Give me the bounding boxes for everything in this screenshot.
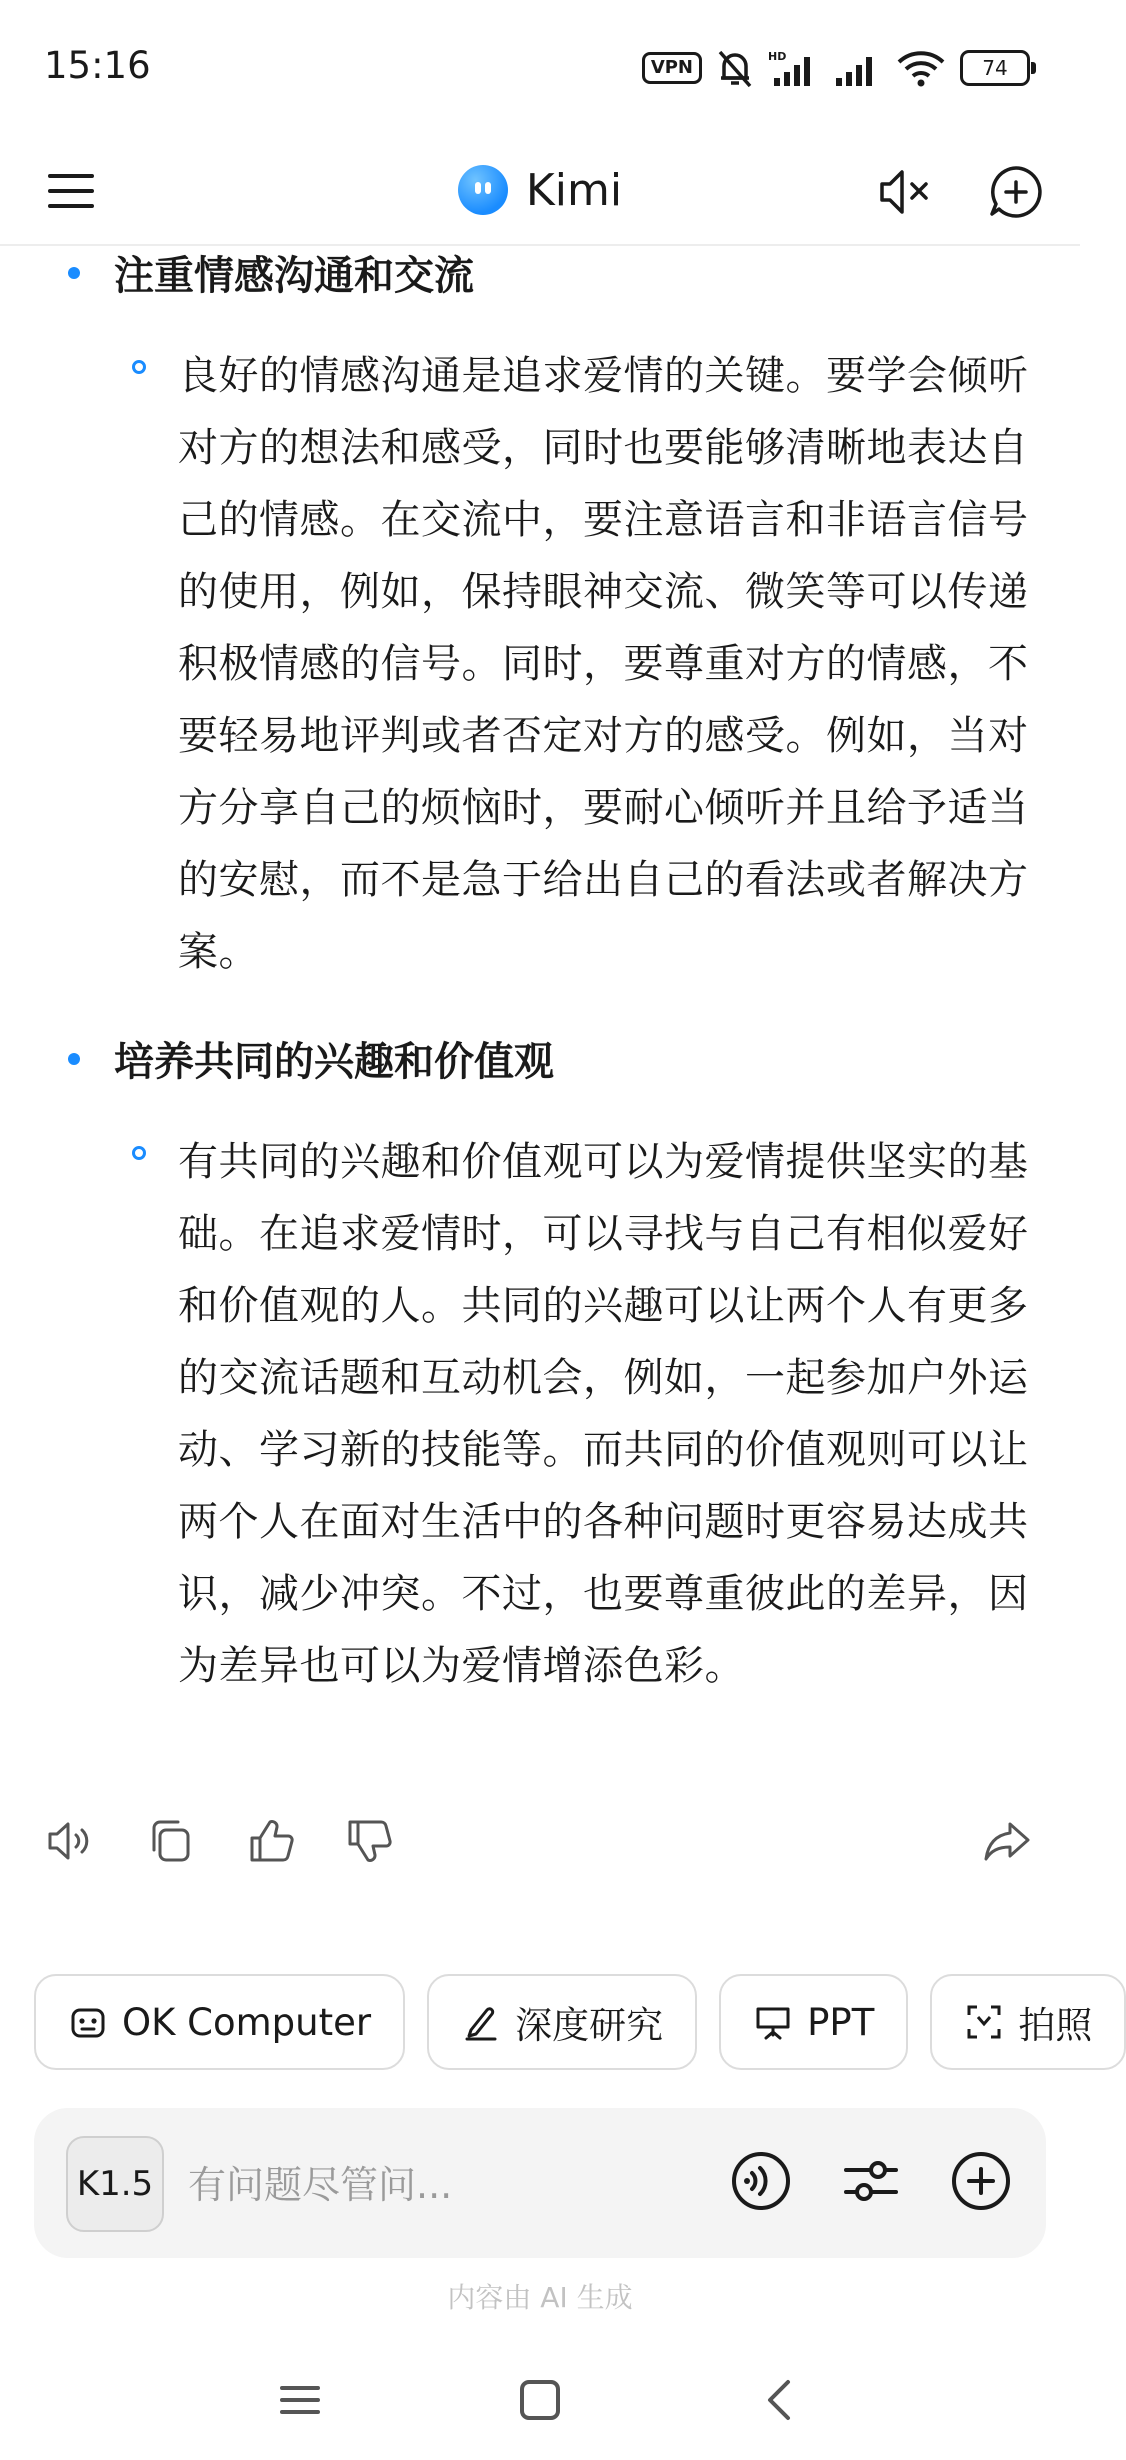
recents-icon[interactable] [272, 2372, 328, 2428]
ppt-icon [753, 2002, 793, 2042]
bullet-dot [68, 1053, 80, 1065]
sub-bullet [132, 1146, 146, 1160]
section-heading [68, 244, 474, 301]
signal-hd-icon [768, 48, 820, 88]
research-icon [461, 2002, 501, 2042]
new-chat-icon[interactable] [988, 164, 1044, 220]
app-header [0, 136, 1080, 246]
signal-icon [834, 48, 882, 88]
battery-icon: 74 [960, 50, 1030, 86]
speaker-mute-icon[interactable] [876, 166, 932, 218]
section-title: 注重情感沟通和交流 [114, 253, 474, 299]
chip-label: PPT [807, 2000, 875, 2044]
back-icon[interactable] [752, 2372, 808, 2428]
chip-ok-computer[interactable] [34, 1974, 405, 2070]
section-text: 良好的情感沟通是追求爱情的关键。要学会倾听对方的想法和感受，同时也要能够清晰地表达自己的情感。在交流中，要注意语言和非语言信号的使用，例如，保持眼神交流、微笑等可以传递积极情感的信号。同时，要尊重对方的情感，不要轻易地评判或者否定对方的感受。例如，当对方分享自己的烦恼时，要耐心倾听并且给予适当的安慰，而不是急于给出自己的看法或者解决方案。 [178, 353, 1029, 975]
app-title: Kimi [525, 164, 623, 216]
share-icon[interactable] [982, 1816, 1032, 1866]
copy-icon[interactable] [146, 1816, 196, 1866]
settings-sliders-icon[interactable] [840, 2150, 902, 2212]
read-aloud-icon[interactable] [46, 1816, 96, 1866]
bell-mute-icon [716, 48, 754, 88]
scan-icon [964, 2002, 1004, 2042]
chat-input-box [34, 2108, 1046, 2258]
chip-deep-research[interactable] [427, 1974, 697, 2070]
add-icon[interactable] [950, 2150, 1012, 2212]
home-icon[interactable] [512, 2372, 568, 2428]
svg-text:HD: HD [768, 50, 787, 63]
sub-bullet [132, 360, 146, 374]
voice-icon[interactable] [730, 2150, 792, 2212]
section-title: 培养共同的兴趣和价值观 [114, 1039, 554, 1085]
status-icons [642, 46, 1030, 90]
kimi-logo [458, 165, 508, 215]
chip-label: 深度研究 [515, 2004, 664, 2047]
message-content [0, 244, 1080, 1784]
status-time: 15:16 [44, 44, 151, 87]
model-selector[interactable]: K1.5 [66, 2136, 164, 2232]
message-actions [0, 1810, 1080, 1880]
section-body [132, 1126, 1032, 1702]
vpn-badge: VPN [642, 52, 702, 84]
quick-chips [34, 1974, 1126, 2070]
section-body [132, 340, 1032, 988]
chip-label: OK Computer [122, 2000, 372, 2044]
bullet-dot [68, 267, 80, 279]
ai-disclaimer: 内容由 AI 生成 [447, 2281, 633, 2314]
section-heading [68, 1030, 554, 1087]
chat-input[interactable] [186, 2156, 690, 2214]
chip-ppt[interactable] [719, 1974, 908, 2070]
robot-icon [68, 2002, 108, 2042]
status-bar [0, 0, 1080, 136]
dislike-icon[interactable] [344, 1816, 394, 1866]
chip-photo[interactable] [930, 1974, 1126, 2070]
section-text: 有共同的兴趣和价值观可以为爱情提供坚实的基础。在追求爱情时，可以寻找与自己有相似爱好和价值观的人。共同的兴趣可以让两个人有更多的交流话题和互动机会，例如，一起参加户外运动、学习新的技能等。而共同的价值观则可以让两个人在面对生活中的各种问题时更容易达成共识，减少冲突。不过，也要尊重彼此的差异，因为差异也可以为爱情增添色彩。 [178, 1139, 1029, 1689]
like-icon[interactable] [246, 1816, 296, 1866]
system-nav-bar [0, 2350, 1080, 2460]
wifi-icon [896, 48, 946, 88]
chip-label: 拍照 [1018, 2004, 1093, 2047]
